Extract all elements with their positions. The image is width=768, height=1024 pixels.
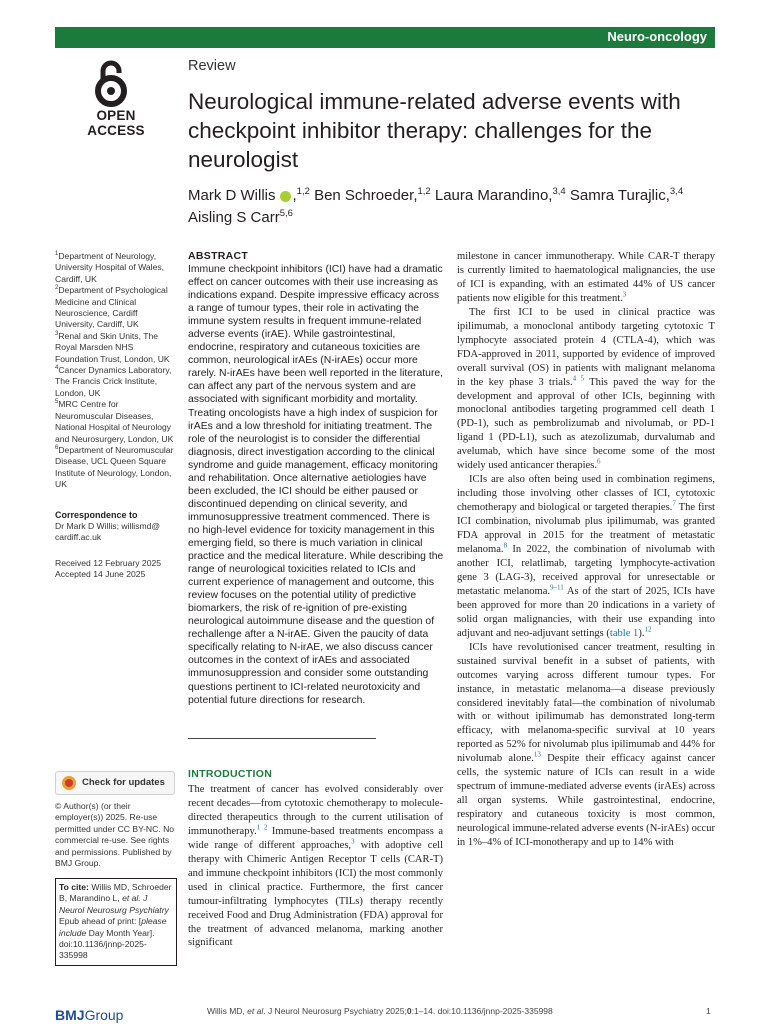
open-access-label: OPEN ACCESS [87,108,145,138]
citation-ref[interactable]: 1 2 [256,823,268,832]
author-list: Mark D Willis ,$^{1,2}$ Ben Schroeder,$^{1,2}$ Laura Marandino,$^{3,4}$ Samra Turajlic,$^{3,4}$ Aisling S Carr$^{5,6}$ [188,186,684,226]
paragraph: milestone in cancer immunotherapy. While CAR-T therapy is currently limited to haematological malignancies, the use of ICI is expanding, with an estimated 44% of US cancer patients now eligible for this treatment.$^3$ [457,251,715,304]
citation-ref[interactable]: 12 [644,625,652,634]
abstract-text: Immune checkpoint inhibitors (ICI) have had a dramatic effect on cancer outcomes with their use increasing as indications expand. Despite impressive efficacy across a range of tumour types, their role in activating the immune system results in frequent immune-related adverse events (irAE). While gastrointestinal, endocrine, respiratory and cutaneous toxicities are common, neurological irAEs (N-irAEs) occur more rarely. N-irAEs have been well reported in the literature, can affect any part of the nervous system and are associated with significant morbidity and mortality. Treating oncologists have a high index of suspicion for irAEs and a low threshold for initiating treatment. The role of the neurologist is to consider the differential diagnosis, direct investigation according to the clinical syndrome and guide management, efficacy monitoring and rehabilitation. Once alternative aetiologies have been excluded, the ICI should be either paused or discontinued depending on clinical severity, and immunosuppressive treatment commenced. There is no high-level evidence for toxicity management in this emerging field, so there is much variation in clinical practice and the medical literature. While describing the range of neurological toxicities related to ICIs and current experience of management and outcome, this review focuses on the potential utility of predictive biomarkers, the risk of re-ignition of pre-existing neurological autoimmune disease and the question of rechallenge after a N-irAE. Given the paucity of data specifically relating to N-irAE, we also discuss cancer outcomes in the context of irAEs and associated immunosuppression and consider some outstanding questions pertinent to ICI-related neurotoxicity and potential future directions for research. [188,264,444,706]
section-banner [55,27,715,48]
introduction-heading: INTRODUCTION [188,768,273,780]
page-number: 1 [706,1006,711,1016]
affiliation-item: $^5$MRC Centre for Neuromuscular Diseases, National Hospital of Neurology and Neurosurgery, London, UK [55,399,174,444]
open-access-lock-icon [91,59,131,107]
citation-ref[interactable]: 3 [622,290,627,299]
to-cite-label: To cite: [59,882,89,892]
author-affiliation: 3,4 [669,186,684,197]
accepted-date: Accepted 14 June 2025 [55,569,146,580]
author-name[interactable]: Aisling S Carr [188,209,280,226]
affiliations [55,251,175,491]
received-date: Received 12 February 2025 [55,558,162,568]
paragraph: ICIs are also often being used in combination regimens, including those involving other classes of ICI, cytotoxic chemotherapy and biological or targeted therapies.$^7$ The first ICI combination, nivolumab plus ipilimumab, was granted FDA approval in 2015 for the treatment of metastatic melanoma.$^8$ In 2022, the combination of nivolumab with another ICI, relatlimab, targeting lymphocyte-activation gene 3 (LAG-3), received approval for unresectable or metastatic melanoma.$^{9-11}$ As of the start of 2025, ICIs have been approved for more than 20 indications in a variety of solid organ malignancies, with their use expanding into adjuvant and neo-adjuvant settings (table 1).$^{12}$ [457,474,715,639]
author-name[interactable]: Ben Schroeder [314,187,414,204]
table-link[interactable]: table 1 [609,627,639,639]
crossmark-icon [62,776,76,790]
citation-ref[interactable]: 3 [351,837,355,846]
journal-name: J Neurol Neurosurg Psychiatry [59,893,169,915]
citation-ref[interactable]: 9–11 [550,583,564,592]
bmj-group-logo: BMJGroup [55,1007,124,1023]
footer-citation: Willis MD, et al. J Neurol Neurosurg Psychiatry 2025;0:1–14. doi:10.1136/jnnp-2025-335998 [207,1006,553,1016]
introduction-text: The treatment of cancer has evolved considerably over recent decades—from cytotoxic chemotherapy to molecule-directed therapeutics through to the current utilisation of immunotherapy.$^{1 2}$ Immune-based treatments encompass a wide range of different approaches,$^3$ with adoptive cell therapy with Chimeric Antigen Receptor T cells (CAR-T) and immune checkpoint inhibitors (ICI) the most commonly used in clinical practice. Furthermore, the first cancer tumour-infiltrating lymphocytes (TILs) therapy recently received Food and Drug Administration (FDA) approval for the treatment of advanced melanoma, marking another significant [188,784,444,949]
correspondence-text[interactable]: Dr Mark D Willis; willismd@ cardiff.ac.uk [55,521,161,543]
affiliation-item: $^6$Department of Neuromuscular Disease, UCL Queen Square Institute of Neurology, London, UK [55,444,174,490]
affiliation-item: $^3$Renal and Skin Units, The Royal Marsden NHS Foundation Trust, London, UK [55,330,170,364]
article-type: Review [188,58,236,74]
author-affiliation: 3,4 [552,186,566,197]
orcid-icon[interactable] [280,191,291,202]
paragraph: ICIs have revolutionised cancer treatment, resulting in sustained survival benefit in a subset of patients, with outcomes varying across different tumour types. For instance, in metastatic melanoma—a disease previously considered inevitably fatal—the combination of nivolumab with or without ipilimumab has demonstrated long-term efficacy, with melanoma-specific survival at 10 years reported as 52% for nivolumab plus ipilimumab and 44% for nivolumab alone.$^{13}$ Despite their efficacy against cancer cells, the systemic nature of ICIs can result in a wide spectrum of immune-mediated adverse events (irAEs) across all organ systems. While gastrointestinal, endocrine, respiratory and cutaneous toxicity is most common, neurological immune-related adverse events (N-irAEs) occur in 1%–4% of ICI-monotherapy and up to 14% with [457,641,715,849]
citation-ref[interactable]: 6 [596,457,601,466]
citation-ref[interactable]: 4 5 [572,374,585,383]
check-for-updates-label: Check for updates [82,777,165,788]
section-label: Neuro-oncology [607,29,707,44]
article-title: Neurological immune-related adverse events with checkpoint inhibitor therapy: challenges for the neurologist [188,89,681,172]
body-text-right-column [457,250,715,850]
author-name[interactable]: Laura Marandino [434,187,549,204]
check-for-updates-button[interactable] [55,771,175,795]
paragraph: The first ICI to be used in clinical practice was ipilimumab, a monoclonal antibody targeting cytotoxic T lymphocyte associated protein 4 (CTLA-4), which was FDA-approved in 2011, supported by evidence of improved overall survival (OS) in patients with malignant melanoma in the key phase 3 trials.$^{4 5}$ This paved the way for the development and approval of other ICIs, beginning with monoclonal antibodies targeting programmed cell death 1 (PD-1), such as pembrolizumab and nivolumab, or PD-1 ligand 1 (PD-L1), such as atezolizumab, durvalumab and avelumab, which have since become some of the most widely used anticancer therapies.$^6$ [457,306,716,472]
affiliation-item: $^4$Cancer Dynamics Laboratory, The Francis Crick Institute, London, UK [55,365,172,398]
author-affiliation: 1,2 [296,186,310,197]
to-cite-box: To cite: Willis MD, Schroeder B, Marandino L, et al. J Neurol Neurosurg Psychiatry Epub ahead of print: [please include Day Month Year]. doi:10.1136/jnnp-2025-335998 [55,878,177,966]
author-name[interactable]: Samra Turajlic [569,187,666,204]
copyright-notice: © Author(s) (or their employer(s)) 2025. Re-use permitted under CC BY-NC. No commercial re-use. See rights and permissions. Published by BMJ Group. [55,801,175,869]
author-name[interactable]: Mark D Willis [188,187,276,204]
affiliation-item: $^2$Department of Psychological Medicine and Clinical Neuroscience, Cardiff University, Cardiff, UK [55,285,168,330]
affiliation-item: $^1$Department of Neurology, University Hospital of Wales, Cardiff, UK [55,251,165,284]
divider [188,738,376,739]
author-affiliation: 5,6 [279,208,293,219]
author-affiliation: 1,2 [417,186,431,197]
correspondence-heading: Correspondence to [55,510,138,520]
abstract-heading: ABSTRACT [188,250,249,262]
citation-ref[interactable]: 7 [672,499,676,508]
article-dates [55,558,175,581]
citation-ref[interactable]: 13 [533,750,541,759]
citation-ref[interactable]: 8 [503,541,508,550]
